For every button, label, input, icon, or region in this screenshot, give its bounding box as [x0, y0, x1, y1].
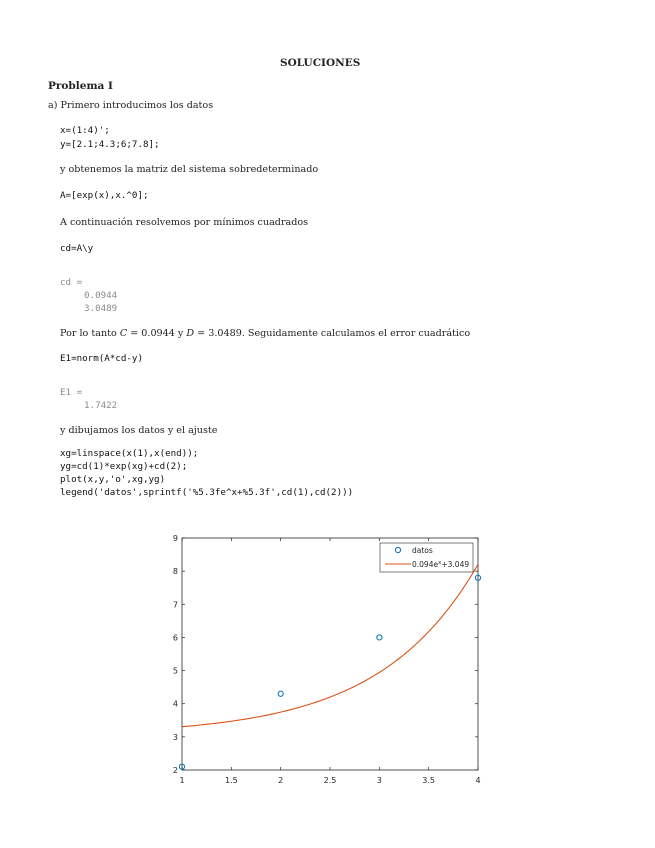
legend-fit-main: 0.094e — [412, 560, 439, 569]
output-value: 1.7422 — [84, 400, 118, 411]
section-title: Problema I — [48, 80, 113, 92]
code-line: plot(x,y,'o',xg,yg) — [60, 474, 166, 485]
result-text: = 0.0944 y — [127, 328, 187, 339]
legend-label-datos: datos — [412, 546, 433, 555]
legend-label-fit — [412, 560, 469, 569]
code-line: y=[2.1;4.3;6;7.8]; — [60, 139, 160, 150]
code-line: xg=linspace(x(1),x(end)); — [60, 448, 199, 459]
legend — [380, 543, 473, 572]
paragraph-matrix: y obtenemos la matriz del sistema sobredeterminado — [60, 164, 319, 175]
y-tick-label: 5 — [172, 666, 178, 676]
x-tick-label: 3.5 — [422, 776, 436, 785]
output-value: 0.0944 — [84, 290, 118, 301]
code-line: yg=cd(1)*exp(xg)+cd(2); — [60, 461, 188, 472]
x-tick-labels — [179, 776, 480, 785]
paragraph-least-squares: A continuación resolvemos por mínimos cuadrados — [60, 217, 309, 228]
paragraph-plot: y dibujamos los datos y el ajuste — [60, 425, 218, 436]
code-line: E1=norm(A*cd-y) — [60, 353, 143, 364]
output-value: 3.0489 — [84, 303, 118, 314]
result-text: = 3.0489. Seguidamente calculamos el error cuadrático — [194, 328, 471, 339]
y-tick-label: 2 — [172, 766, 178, 775]
x-tick-label: 1.5 — [224, 776, 238, 785]
y-tick-label: 7 — [172, 600, 178, 610]
y-tick-label: 3 — [172, 732, 178, 742]
y-tick-label: 4 — [172, 699, 178, 709]
code-line: x=(1:4)'; — [60, 125, 110, 136]
result-text: Por lo tanto — [60, 328, 120, 339]
x-tick-label: 3 — [376, 776, 382, 785]
code-line: cd=A\y — [60, 243, 94, 254]
y-tick-label: 9 — [172, 534, 178, 543]
code-line: A=[exp(x),x.^0]; — [60, 190, 149, 201]
legend-fit-exponent: x — [438, 560, 442, 566]
intro-text: a) Primero introducimos los datos — [48, 100, 214, 111]
paragraph-result — [60, 328, 470, 339]
plot-area — [182, 538, 478, 770]
x-tick-label: 2 — [278, 776, 284, 785]
page-heading: SOLUCIONES — [280, 57, 361, 69]
legend-fit-tail: +3.049 — [441, 560, 470, 569]
output-line: E1 = — [60, 387, 83, 398]
code-line: legend('datos',sprintf('%5.3fe^x+%5.3f',cd(1),cd(2))) — [60, 487, 354, 498]
y-tick-label: 6 — [172, 633, 178, 643]
fit-chart — [160, 528, 500, 790]
x-tick-label: 2.5 — [323, 776, 337, 785]
math-d: D — [186, 328, 195, 339]
math-c: C — [119, 328, 128, 339]
x-tick-label: 1 — [179, 776, 185, 785]
x-tick-label: 4 — [475, 776, 481, 785]
y-tick-label: 8 — [172, 567, 178, 577]
y-tick-labels — [173, 534, 178, 775]
output-line: cd = — [60, 277, 83, 288]
